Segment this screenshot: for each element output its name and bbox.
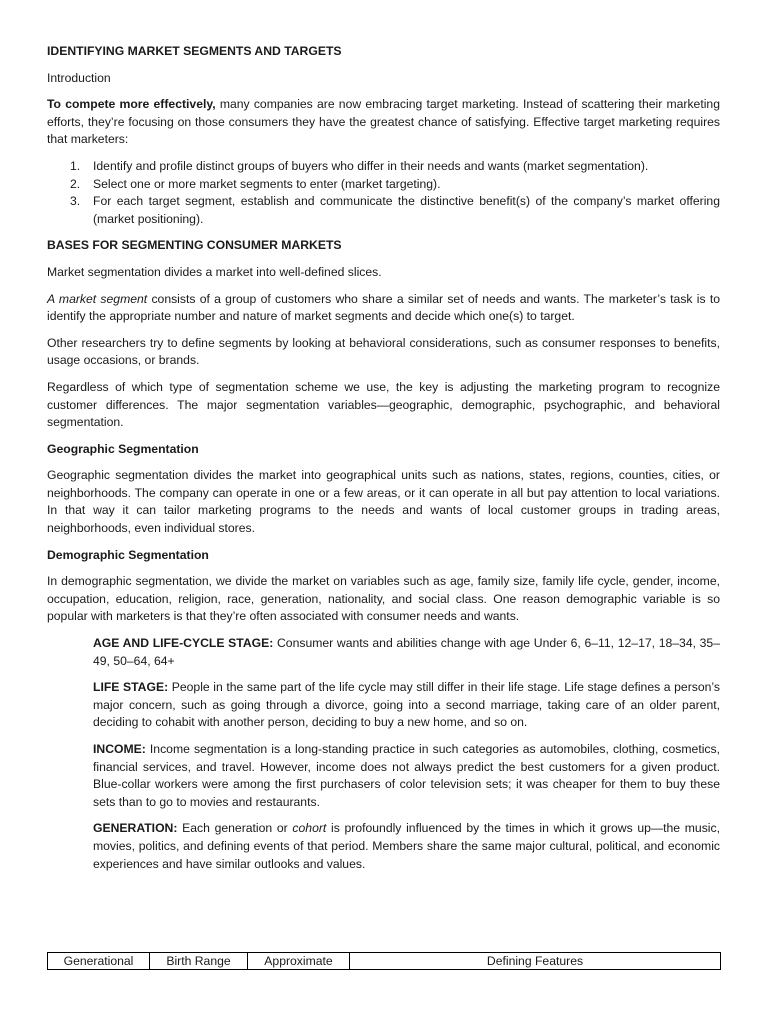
intro-paragraph [47,96,720,149]
marketing-steps-list [47,158,720,228]
income-term: INCOME: [93,742,146,756]
segment-term: A market segment [47,291,148,306]
bases-heading: BASES FOR SEGMENTING CONSUMER MARKETS [47,238,342,253]
demographic-heading: Demographic Segmentation [47,547,209,562]
variables-paragraph: Regardless of which type of segmentation scheme we use, the key is adjusting the marketing program to recognize customer differences. The major segmentation variables—geographic, demographic, psychographic, and behavioral segmentation. [47,379,720,430]
income-paragraph [93,741,720,811]
generation-term: GENERATION: [93,821,178,836]
document-body [47,43,720,882]
list-number: 1. [70,158,81,173]
life-stage-paragraph [93,679,720,732]
list-text: For each target segment, establish and communicate the distinctive benefit(s) of the company’s market offering (market positioning). [93,194,720,226]
list-text: Identify and profile distinct groups of buyers who differ in their needs and wants (market segmentation). [93,158,649,173]
table-header-approximate: Approximate [248,953,350,970]
generation-paragraph [93,820,720,873]
list-number: 3. [70,194,81,209]
demographic-paragraph: In demographic segmentation, we divide the market on variables such as age, family size, family life cycle, gender, income, occupation, education, religion, race, generation, nationality, and social class. One reason demographic variable is so popular with marketers is that they’re often associated with consumer needs and wants. [47,574,720,624]
intro-text: many companies are now embracing target marketing. Instead of scattering their marketing efforts, they’re focusing on those consumers they have the greatest chance of satisfying. Effective target marketing requires that marketers: [47,97,720,147]
document-title: IDENTIFYING MARKET SEGMENTS AND TARGETS [47,44,342,58]
age-paragraph [93,635,720,670]
age-term: AGE AND LIFE-CYCLE STAGE: [93,636,274,651]
table-header-generational: Generational [48,953,150,970]
table-header-row [48,953,721,970]
income-text: Income segmentation is a long-standing practice in such categories as automobiles, clothing, cosmetics, financial services, and travel. However, income does not always predict the best customers for a given product. Blue-collar workers were among the first purchasers of color television sets; it was cheaper for them to buy these sets than to go to movies and restaurants. [93,742,720,809]
generation-text-lead: Each generation or [177,821,293,836]
list-number: 2. [70,176,81,191]
intro-heading: Introduction [47,70,111,85]
cohort-term: cohort [292,821,327,836]
generations-table [47,952,721,970]
list-text: Select one or more market segments to enter (market targeting). [93,176,441,191]
table-header-defining-features: Defining Features [350,953,721,970]
list-item [47,176,720,194]
behavioral-paragraph: Other researchers try to define segments by looking at behavioral considerations, such as consumer responses to benefits, usage occasions, or brands. [47,335,720,368]
slices-paragraph: Market segmentation divides a market into well-defined slices. [47,264,382,279]
geographic-heading: Geographic Segmentation [47,441,199,456]
life-stage-text: People in the same part of the life cycle may still differ in their life stage. Life stage defines a person’s major concern, such as going through a divorce, going into a second marriage, taking care of an older parent, deciding to cohabit with another person, deciding to buy a new home, and so on. [93,680,720,730]
intro-bold-lead: To compete more effectively, [47,97,216,112]
generation-text: is profoundly influenced by the times in which it grows up—the music, movies, politics, and defining events of that period. Members share the same major cultural, political, and economic experiences and have similar outlooks and values. [93,821,720,871]
life-stage-term: LIFE STAGE: [93,680,169,695]
list-item [47,193,720,228]
geographic-paragraph: Geographic segmentation divides the market into geographical units such as nations, states, regions, counties, cities, or neighborhoods. The company can operate in one or a few areas, or it can operate in all but pay attention to local variations. In that way it can tailor marketing programs to the needs and wants of local customer groups in trading areas, neighborhoods, even individual stores. [47,468,720,536]
list-item [47,158,720,176]
age-text: Consumer wants and abilities change with age Under 6, 6–11, 12–17, 18–34, 35–49, 50–64, 64+ [93,636,720,668]
segment-definition-paragraph [47,291,720,326]
segment-text: consists of a group of customers who share a similar set of needs and wants. The marketer’s task is to identify the appropriate number and nature of market segments and decide which one(s) to target. [47,291,720,324]
table-header-birth-range: Birth Range [150,953,248,970]
